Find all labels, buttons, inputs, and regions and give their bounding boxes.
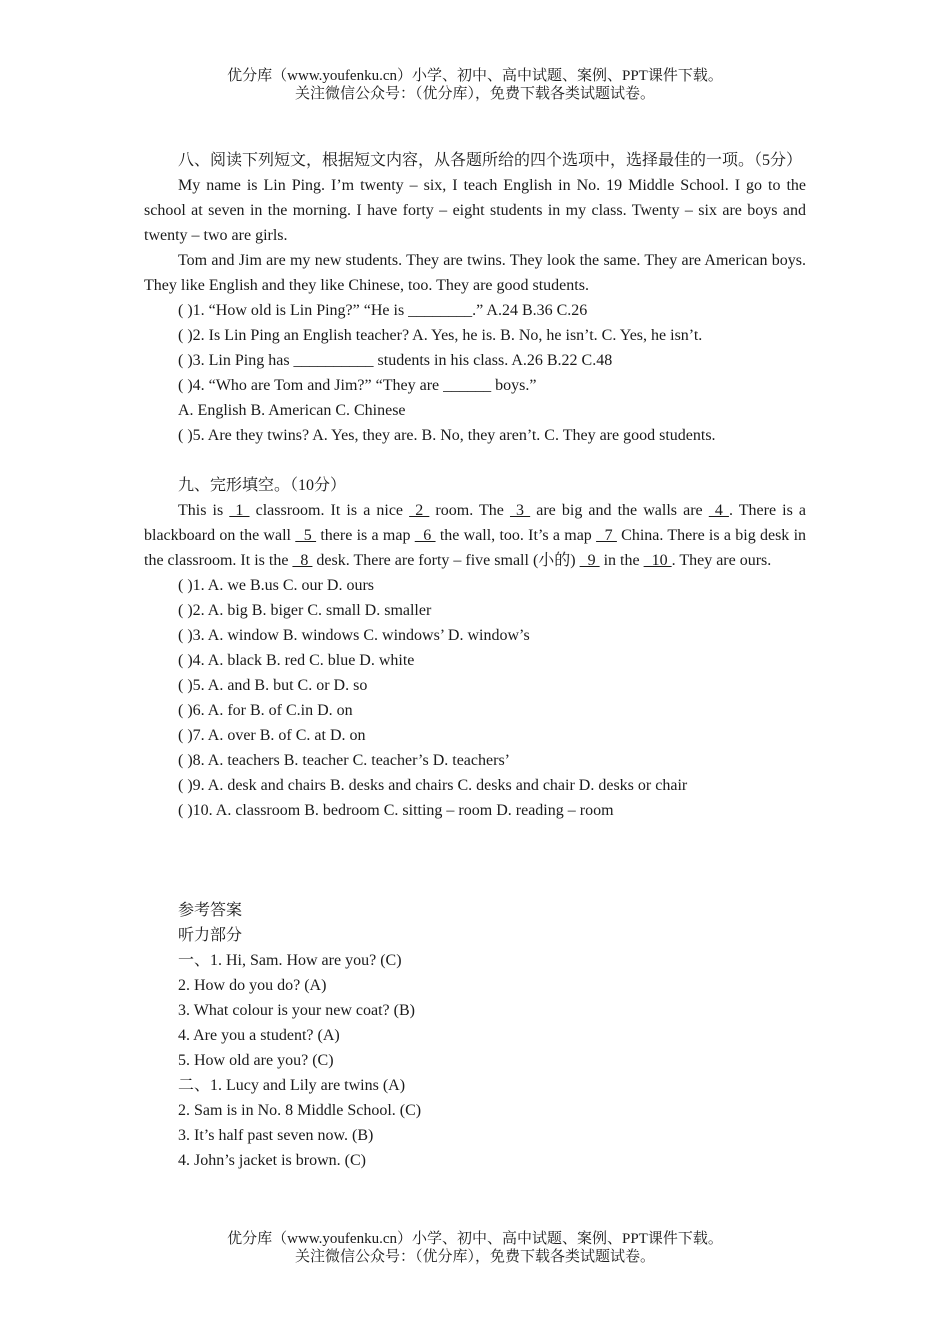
footer-line-1: 优分库（www.youfenku.cn）小学、初中、高中试题、案例、PPT课件下载。 — [227, 1231, 723, 1247]
header-line-1: 优分库（www.youfenku.cn）小学、初中、高中试题、案例、PPT课件下载。 — [227, 68, 723, 84]
cloze-text: China. There is a big desk in the classroom. It is the — [144, 527, 807, 569]
reading-question-1: ( )1. “How old is Lin Ping?” “He is ________.” A.24 B.36 C.26 — [178, 302, 588, 319]
spacer — [144, 448, 806, 473]
answer-line: 3. It’s half past seven now. (B) — [178, 1127, 374, 1144]
cloze-text: room. The — [429, 502, 510, 519]
answer-line: 一、1. Hi, Sam. How are you? (C) — [178, 952, 402, 969]
cloze-text: there is a map — [316, 527, 415, 544]
cloze-option-1: ( )1. A. we B.us C. our D. ours — [178, 577, 374, 594]
document-body — [144, 148, 806, 1173]
section-cloze — [144, 473, 806, 823]
cloze-text: classroom. It is a nice — [249, 502, 410, 519]
cloze-option-4: ( )4. A. black B. red C. blue D. white — [178, 652, 415, 669]
cloze-text: . There is a blackboard on the wall — [144, 502, 807, 544]
answer-line: 3. What colour is your new coat? (B) — [178, 1002, 415, 1019]
cloze-text: in the — [599, 552, 644, 569]
cloze-blank-7: 7 — [596, 527, 617, 544]
cloze-passage — [144, 498, 806, 573]
answer-line: 4. John’s jacket is brown. (C) — [178, 1152, 366, 1169]
cloze-text: desk. There are forty – five small (小的) — [312, 552, 580, 569]
reading-question-4-options: A. English B. American C. Chinese — [178, 402, 406, 419]
answers-subtitle: 听力部分 — [178, 927, 243, 944]
cloze-option-10: ( )10. A. classroom B. bedroom C. sitting – room D. reading – room — [178, 802, 614, 819]
answer-line: 2. How do you do? (A) — [178, 977, 327, 994]
page-footer — [0, 1230, 950, 1266]
cloze-blank-6: 6 — [414, 527, 436, 544]
section-answers — [144, 898, 806, 1173]
answer-line: 4. Are you a student? (A) — [178, 1027, 340, 1044]
answers-title: 参考答案 — [178, 902, 243, 919]
section-9-title: 九、完形填空。（10分） — [178, 477, 347, 494]
reading-question-4: ( )4. “Who are Tom and Jim?” “They are ______ boys.” — [178, 377, 537, 394]
reading-question-2: ( )2. Is Lin Ping an English teacher? A. Yes, he is. B. No, he isn’t. C. Yes, he isn’t. — [178, 327, 703, 344]
cloze-option-3: ( )3. A. window B. windows C. windows’ D. window’s — [178, 627, 530, 644]
answer-line: 二、1. Lucy and Lily are twins (A) — [178, 1077, 406, 1094]
cloze-blank-9: 9 — [579, 552, 600, 569]
cloze-option-5: ( )5. A. and B. but C. or D. so — [178, 677, 368, 694]
spacer — [144, 823, 806, 898]
cloze-blank-4: 4 — [708, 502, 729, 519]
reading-question-5: ( )5. Are they twins? A. Yes, they are. B. No, they aren’t. C. They are good students. — [178, 427, 716, 444]
section-reading — [144, 148, 806, 448]
cloze-text: . They are ours. — [671, 552, 772, 569]
reading-paragraph-1: My name is Lin Ping. I’m twenty – six, I teach English in No. 19 Middle School. I go to the school at seven in the morning. I have forty – eight students in my class. Twenty – six are boys and twenty – two are girls. — [144, 177, 806, 244]
answer-line: 2. Sam is in No. 8 Middle School. (C) — [178, 1102, 422, 1119]
cloze-blank-10: 10 — [643, 552, 672, 569]
cloze-text: are big and the walls are — [530, 502, 709, 519]
cloze-option-7: ( )7. A. over B. of C. at D. on — [178, 727, 366, 744]
cloze-blank-2: 2 — [409, 502, 430, 519]
cloze-text: This is — [178, 502, 230, 519]
cloze-option-9: ( )9. A. desk and chairs B. desks and chairs C. desks and chair D. desks or chair — [178, 777, 688, 794]
section-8-title: 八、阅读下列短文，根据短文内容，从各题所给的四个选项中，选择最佳的一项。（5分） — [178, 152, 803, 169]
cloze-blank-5: 5 — [295, 527, 317, 544]
cloze-blank-3: 3 — [509, 502, 531, 519]
cloze-option-8: ( )8. A. teachers B. teacher C. teacher’s D. teachers’ — [178, 752, 510, 769]
cloze-blank-1: 1 — [229, 502, 250, 519]
header-line-2: 关注微信公众号：（优分库），免费下载各类试题试卷。 — [294, 86, 655, 102]
reading-question-3: ( )3. Lin Ping has __________ students in his class. A.26 B.22 C.48 — [178, 352, 613, 369]
reading-paragraph-2: Tom and Jim are my new students. They are twins. They look the same. They are American boys. They like English and they like Chinese, too. They are good students. — [144, 252, 806, 294]
footer-line-2: 关注微信公众号：（优分库），免费下载各类试题试卷。 — [294, 1249, 655, 1265]
cloze-option-2: ( )2. A. big B. biger C. small D. smaller — [178, 602, 432, 619]
cloze-option-6: ( )6. A. for B. of C.in D. on — [178, 702, 353, 719]
cloze-text: the wall, too. It’s a map — [435, 527, 597, 544]
cloze-blank-8: 8 — [292, 552, 313, 569]
answer-line: 5. How old are you? (C) — [178, 1052, 334, 1069]
page-header — [0, 67, 950, 103]
